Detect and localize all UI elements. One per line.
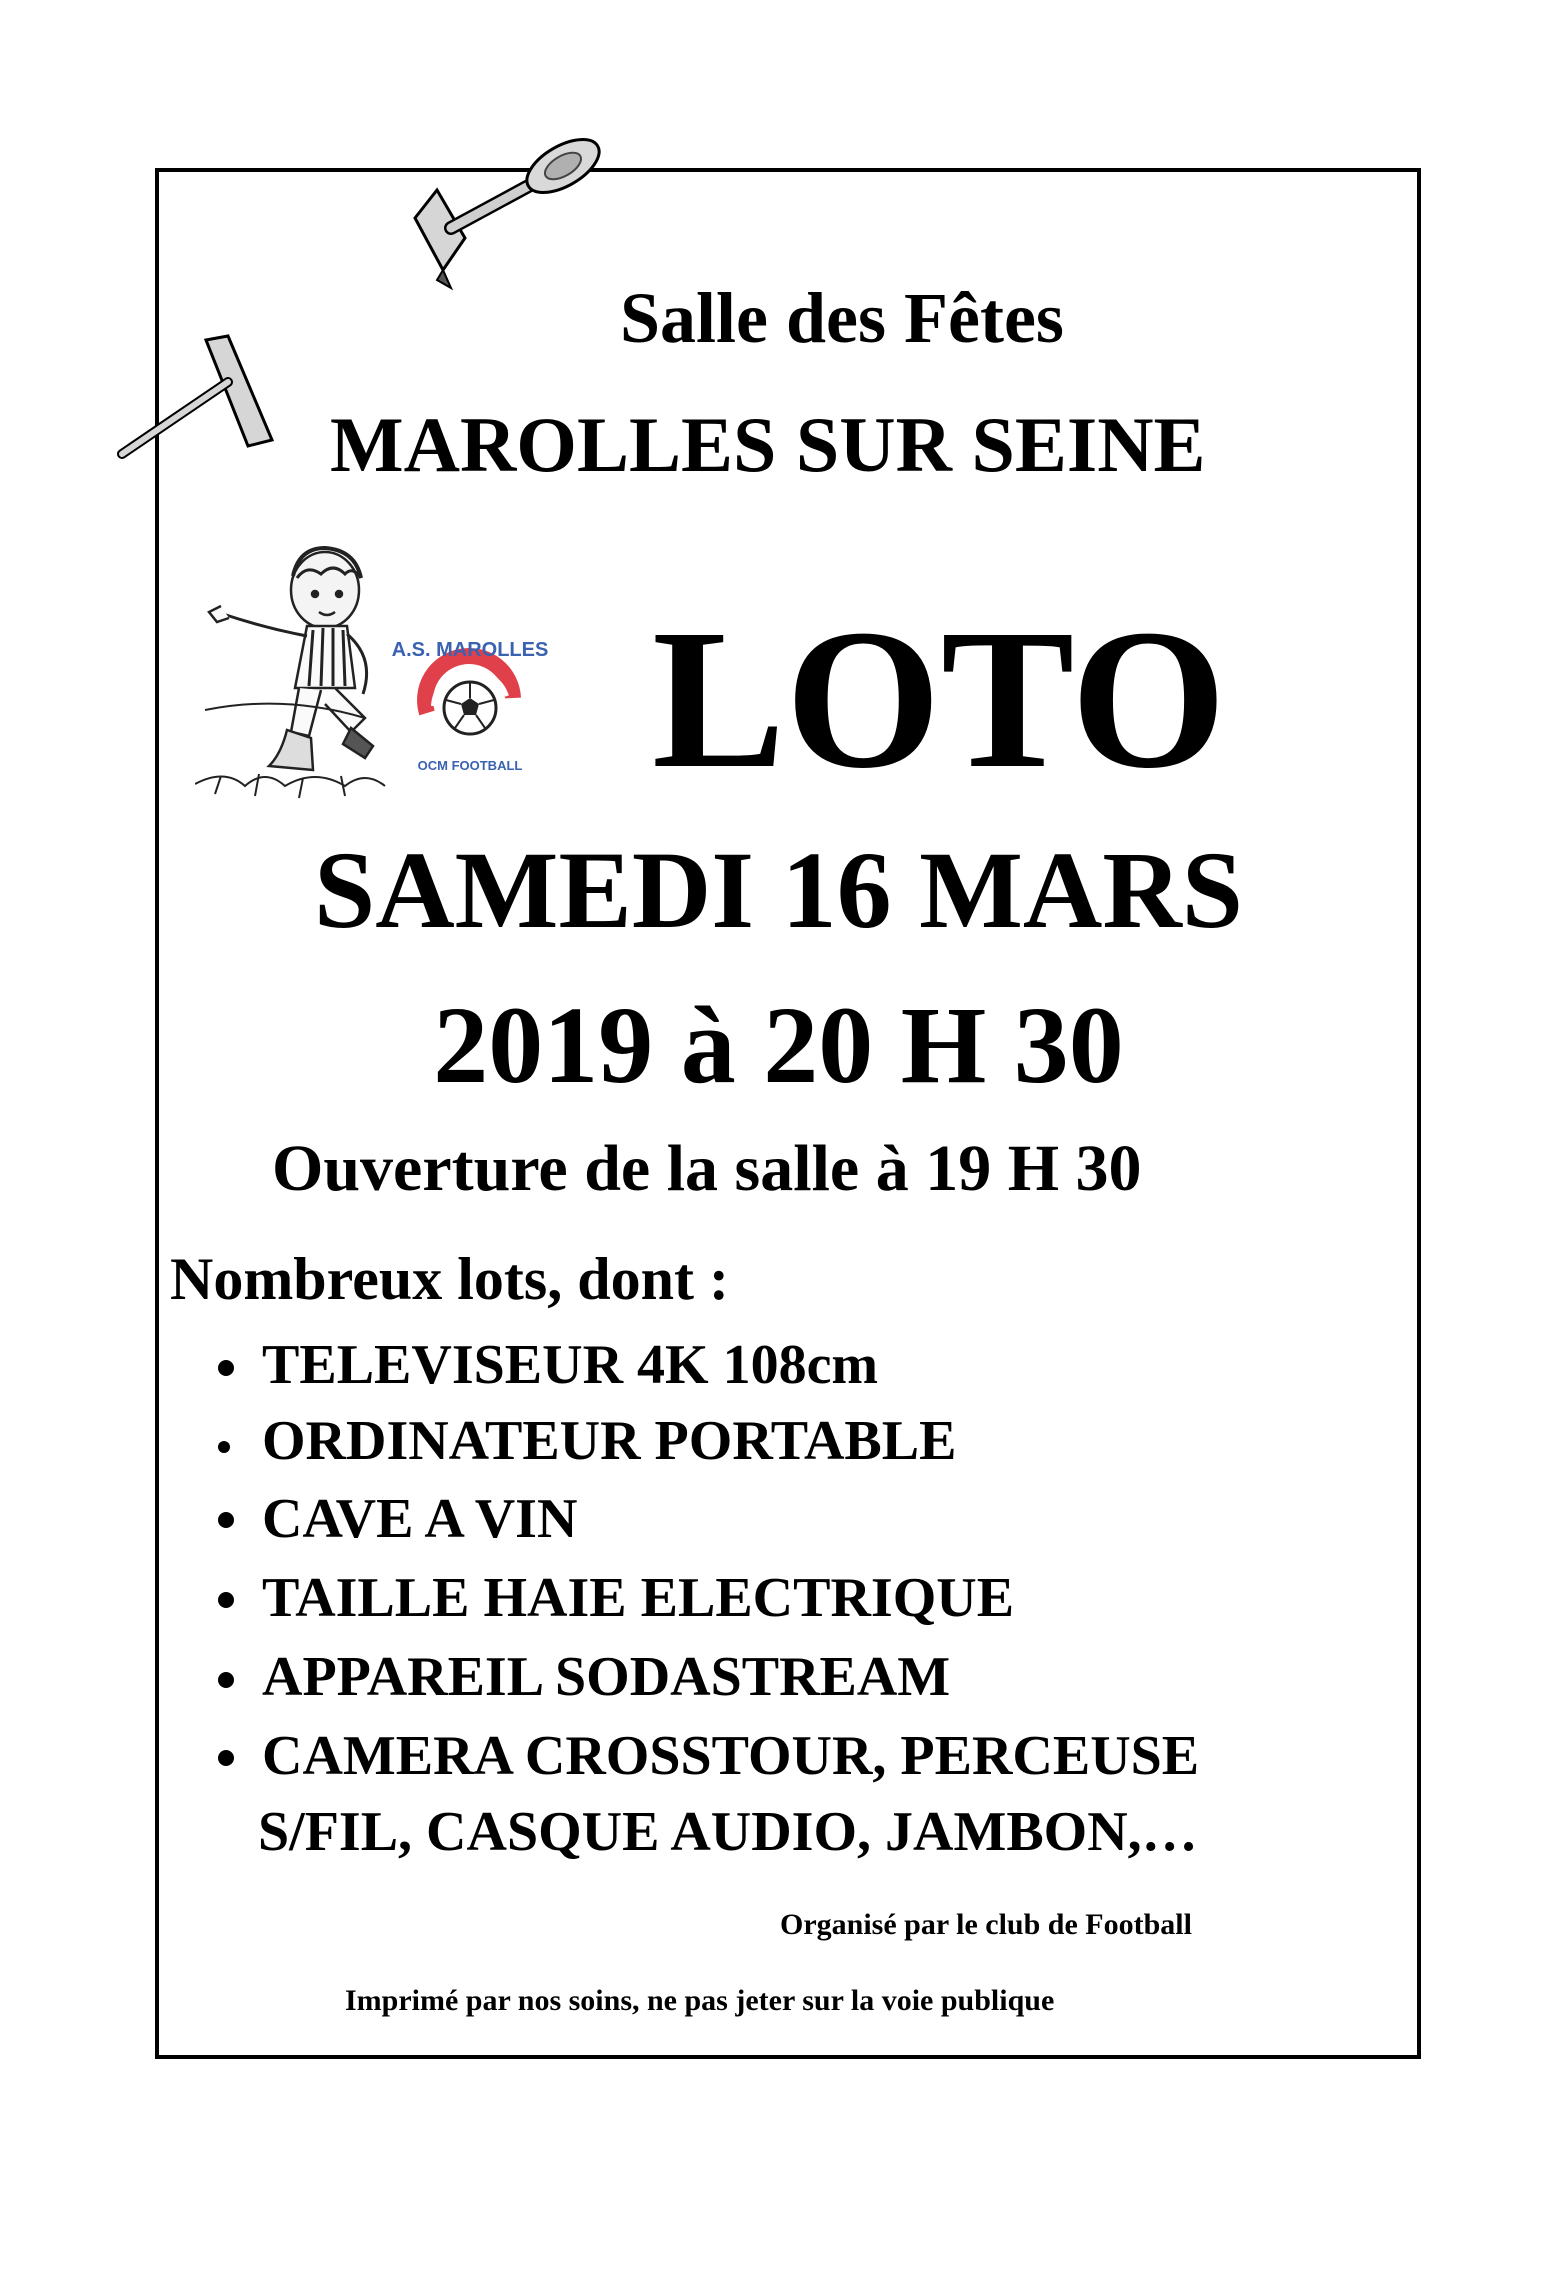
organizer-note: Organisé par le club de Football: [780, 1908, 1192, 1941]
bullet-point: [218, 1512, 234, 1528]
bullet-point: [218, 1750, 234, 1766]
prize-item: CAVE A VIN: [262, 1488, 578, 1550]
prize-item: CAMERA CROSSTOUR, PERCEUSE: [262, 1725, 1200, 1787]
print-notice: Imprimé par nos soins, ne pas jeter sur la voie publique: [345, 1984, 1055, 2017]
prizes-intro: Nombreux lots, dont :: [170, 1246, 729, 1312]
soccer-ball-icon: [444, 682, 496, 734]
prize-item-continued: S/FIL, CASQUE AUDIO, JAMBON,…: [258, 1801, 1198, 1863]
year-time-line: 2019 à 20 H 30: [433, 984, 1124, 1106]
bullet-point: [218, 1592, 234, 1608]
bullet-point: [218, 1360, 234, 1376]
thumbtack-pin-icon: [395, 120, 605, 310]
prize-item: APPAREIL SODASTREAM: [262, 1646, 951, 1708]
badge-club-name: A.S. MAROLLES: [391, 639, 549, 661]
town-name: MAROLLES SUR SEINE: [330, 401, 1206, 488]
date-line: SAMEDI 16 MARS: [314, 829, 1243, 951]
venue-line: Salle des Fêtes: [620, 278, 1064, 358]
badge-club-sub: OCM FOOTBALL: [417, 758, 523, 773]
event-title: LOTO: [652, 589, 1227, 810]
club-badge: [392, 635, 549, 773]
prize-item: ORDINATEUR PORTABLE: [262, 1410, 957, 1472]
opening-time: Ouverture de la salle à 19 H 30: [272, 1132, 1142, 1205]
bullet-point: [218, 1441, 230, 1453]
bullet-point: [218, 1672, 234, 1688]
soccer-boy-illustration: [195, 548, 385, 798]
thumbtack-pin-icon: [110, 330, 280, 470]
prize-item: TAILLE HAIE ELECTRIQUE: [262, 1567, 1015, 1629]
prize-item: TELEVISEUR 4K 108cm: [262, 1334, 879, 1396]
club-logo: [195, 518, 565, 808]
